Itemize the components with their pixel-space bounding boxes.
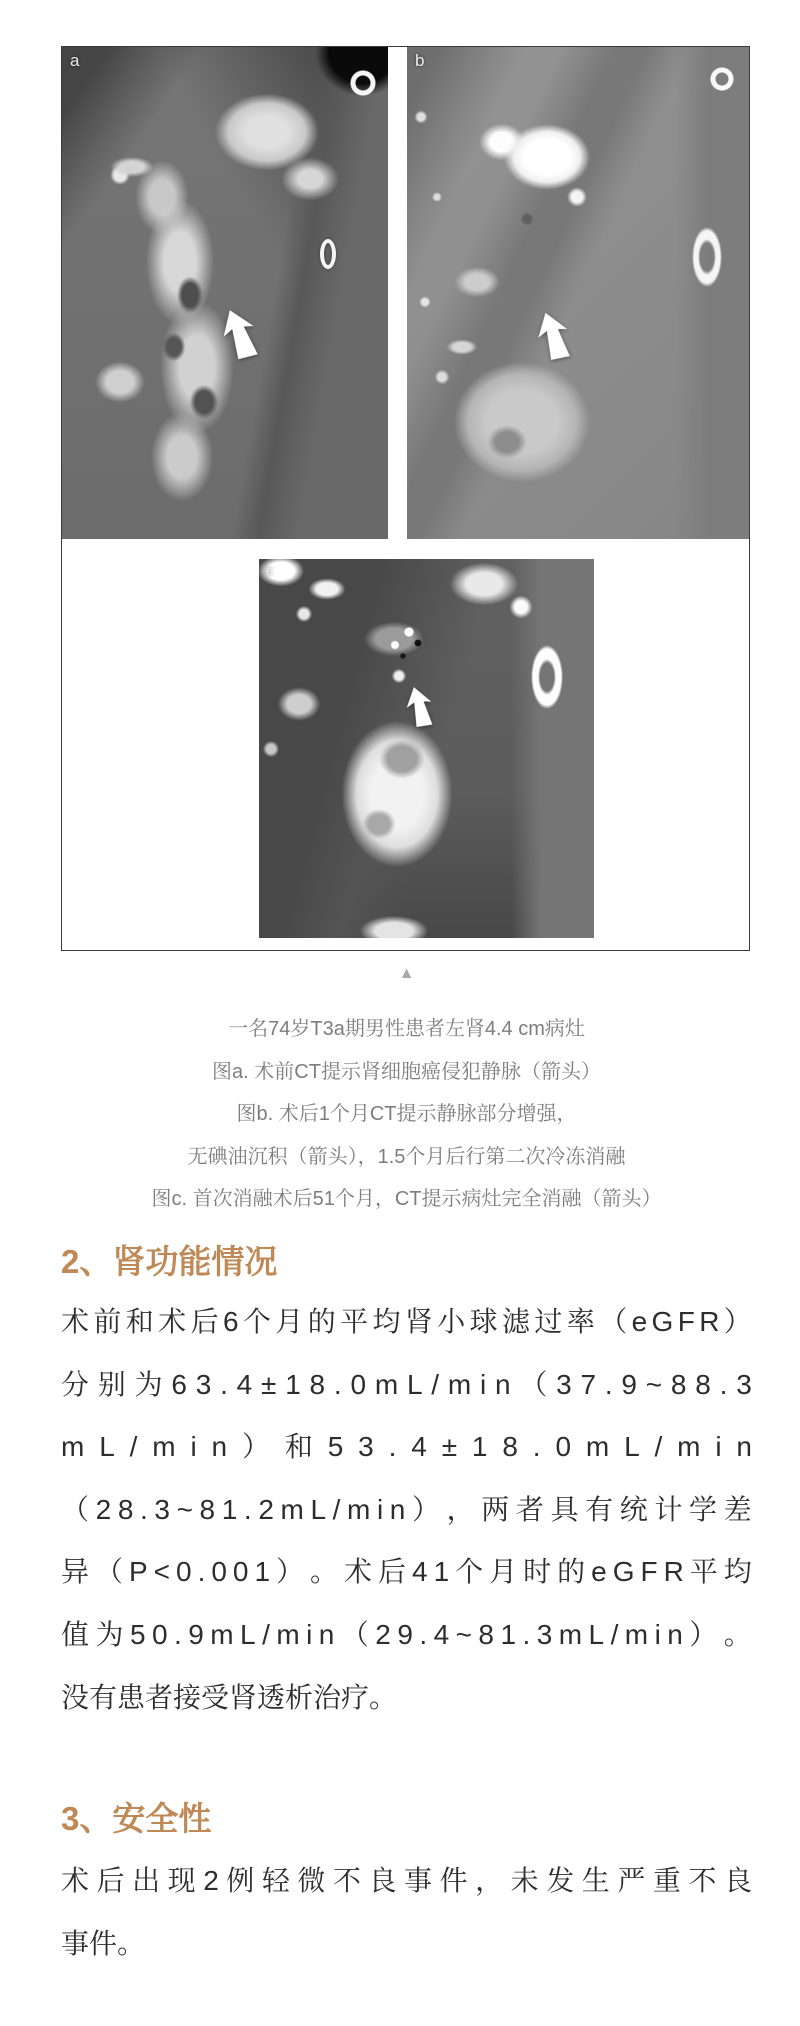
paragraph-renal-function xyxy=(61,1291,752,1729)
paragraph-line: m L / m i n ） 和 5 3 . 4 ± 1 8 . 0 m L / m i n xyxy=(61,1431,752,1463)
section-heading-renal-function: 2、肾功能情况 xyxy=(61,1243,278,1280)
paragraph-line: 值 为 5 0 . 9 m L / m i n （ 2 9 . 4 ~ 8 1 . 3 m L / m i n ） 。 xyxy=(61,1618,752,1650)
paragraph-line: 没有患者接受肾透析治疗。 xyxy=(61,1681,398,1713)
figure-caption xyxy=(61,1008,752,1221)
caption-triangle-marker: ▲ xyxy=(398,965,415,982)
annotation-arrow-icon xyxy=(212,300,268,368)
caption-line: 图c. 首次消融术后51个月，CT提示病灶完全消融（箭头） xyxy=(151,1188,662,1210)
ct-image-c xyxy=(259,559,594,938)
annotation-arrow-icon xyxy=(400,682,440,732)
paragraph-line: 异 （ P < 0 . 0 0 1 ） 。 术 后 4 1 个 月 时 的 e G F R 平 均 xyxy=(61,1556,752,1588)
paragraph-line: 术 前 和 术 后 6 个 月 的 平 均 肾 小 球 滤 过 率 （ e G F R ） xyxy=(61,1306,752,1337)
paragraph-line: 分 别 为 6 3 . 4 ± 1 8 . 0 m L / m i n （ 3 7 . 9 ~ 8 8 . 3 xyxy=(61,1368,752,1400)
caption-line: 无碘油沉积（箭头），1.5个月后行第二次冷冻消融 xyxy=(187,1145,626,1168)
paragraph-line: （ 2 8 . 3 ~ 8 1 . 2 m L / m i n ） ， 两 者 具 有 统 计 学 差 xyxy=(61,1493,752,1525)
caption-line: 一名74岁T3a期男性患者左肾4.4 cm病灶 xyxy=(228,1018,585,1040)
annotation-arrow-icon xyxy=(529,305,580,367)
caption-line: 图a. 术前CT提示肾细胞癌侵犯静脉（箭头） xyxy=(212,1060,601,1083)
paragraph-line: 术 后 出 现 2 例 轻 微 不 良 事 件 ， 未 发 生 严 重 不 良 xyxy=(61,1865,752,1896)
ct-figure xyxy=(61,46,750,951)
panel-label-b: b xyxy=(415,51,425,70)
paragraph-safety xyxy=(61,1850,752,1975)
ct-image-b xyxy=(407,47,749,539)
bone-ring-shape xyxy=(320,239,336,269)
caption-line: 图b. 术后1个月CT提示静脉部分增强， xyxy=(236,1103,577,1125)
section-heading-safety: 3、安全性 xyxy=(61,1800,212,1837)
panel-label-c: c xyxy=(266,562,273,578)
paragraph-line: 事件。 xyxy=(61,1927,146,1959)
panel-label-a: a xyxy=(70,51,80,70)
ct-image-a xyxy=(62,47,388,539)
